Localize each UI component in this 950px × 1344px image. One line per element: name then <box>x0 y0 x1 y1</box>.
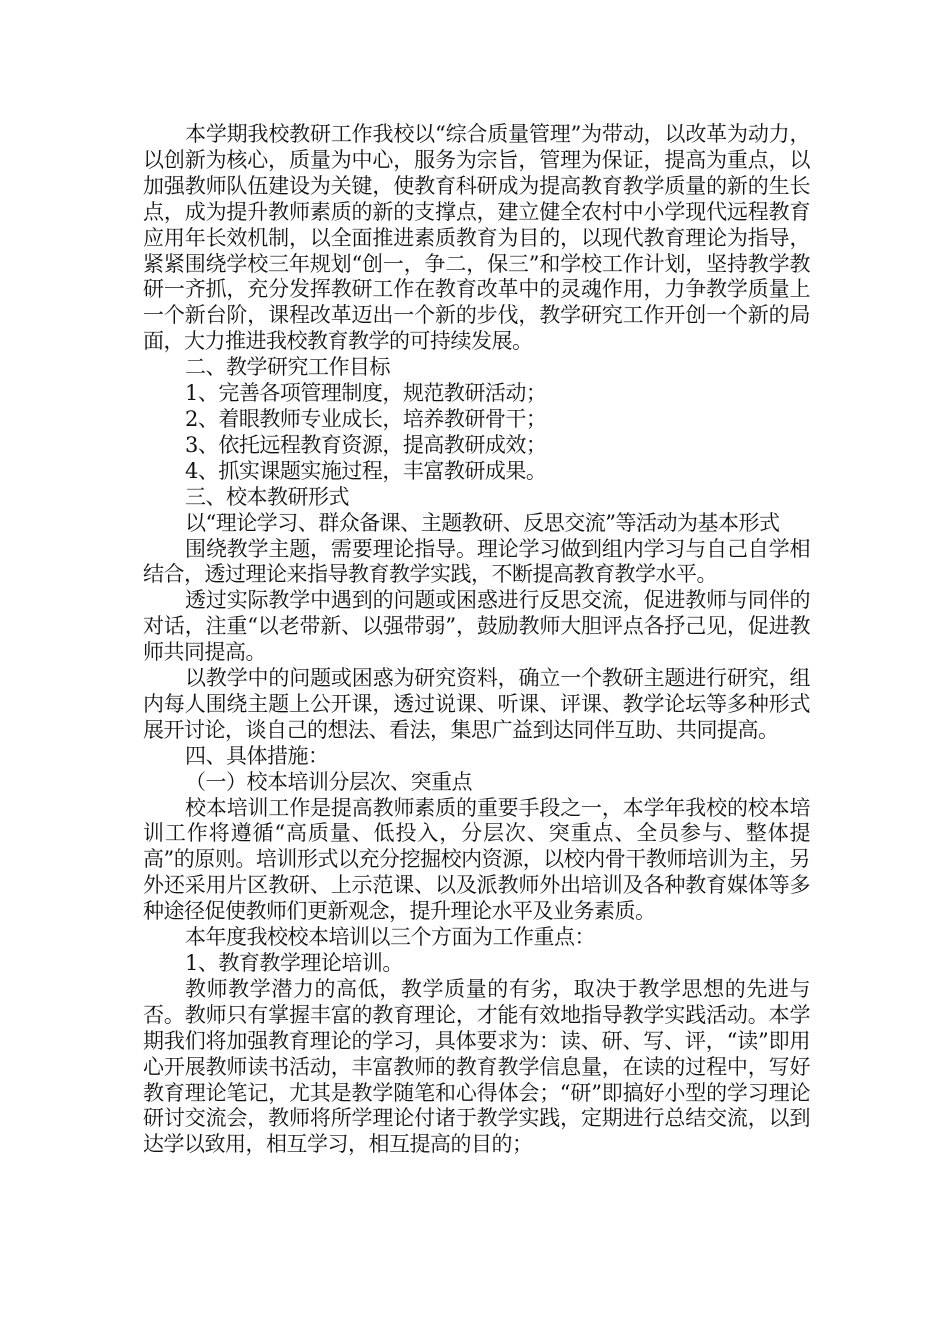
section-heading-goals: 二、教学研究工作目标 <box>185 355 390 380</box>
intro-paragraph: 本学期我校教研工作我校以“综合质量管理”为带动，以改革为动力，以创新为核心，质量为中心，服务为宗旨，管理为保证，提高为重点，以加强教师队伍建设为关键，使教育科研成为提高教育教学质量的新的生长点，成为提升教师素质的新的支撑点，建立健全农村中小学现代远程教育应用年长效机制，以全面推进素质教育为目的，以现代教育理论为指导，紧紧围绕学校三年规划“创一，争二，保三”和学校工作计划，坚持教学教研一齐抓，充分发挥教研工作在教育改革中的灵魂作用，力争教学质量上一个新台阶，课程改革迈出一个新的步伐，教学研究工作开创一个新的局面，大力推进我校教育教学的可持续发展。 <box>143 122 810 354</box>
body-paragraph: 校本培训工作是提高教师素质的重要手段之一，本学年我校的校本培训工作将遵循“高质量、低投入，分层次、突重点、全员参与、整体提高”的原则。培训形式以充分挖掘校内资源，以校内骨干教师培训为主，另外还采用片区教研、上示范课、以及派教师外出培训及各种教育媒体等多种途径促使教师们更新观念，提升理论水平及业务素质。 <box>143 795 810 924</box>
body-paragraph: 以教学中的问题或困惑为研究资料，确立一个教研主题进行研究，组内每人围绕主题上公开课，透过说课、听课、评课、教学论坛等多种形式展开讨论，谈自己的想法、看法，集思广益到达同伴互助、共同提高。 <box>143 666 810 742</box>
body-paragraph: 透过实际教学中遇到的问题或困惑进行反思交流，促进教师与同伴的对话，注重“以老带新、以强带弱”，鼓励教师大胆评点各抒己见，促进教师共同提高。 <box>143 588 810 665</box>
goal-item: 2、着眼教师专业成长，培养教研骨干； <box>185 406 547 431</box>
body-paragraph: 以“理论学习、群众备课、主题教研、反思交流”等活动为基本形式 <box>185 510 780 535</box>
document-body <box>143 122 810 1158</box>
body-paragraph: 教师教学潜力的高低，教学质量的有劣，取决于教学思想的先进与否。教师只有掌握丰富的教育理论，才能有效地指导教学实践活动。本学期我们将加强教育理论的学习，具体要求为：读、研、写、评，“读”即用心开展教师读书活动，丰富教师的教育教学信息量，在读的过程中，写好教育理论笔记，尤其是教学随笔和心得体会；“研”即搞好小型的学习理论研讨交流会，教师将所学理论付诸于教学实践，定期进行总结交流，以到达学以致用，相互学习，相互提高的目的； <box>143 976 810 1157</box>
list-item-heading: 1、教育教学理论培训。 <box>185 951 403 975</box>
goal-item: 1、完善各项管理制度，规范教研活动； <box>185 381 547 406</box>
goal-item: 3、依托远程教育资源，提高教研成效； <box>185 432 547 457</box>
goal-item: 4、抓实课题实施过程，丰富教研成果。 <box>185 458 547 483</box>
subsection-heading: （一）校本培训分层次、突重点 <box>185 769 472 794</box>
section-heading-measures: 四、具体措施： <box>185 743 329 768</box>
section-heading-forms: 三、校本教研形式 <box>185 484 349 509</box>
body-paragraph: 本年度我校校本培训以三个方面为工作重点： <box>185 925 595 950</box>
body-paragraph: 围绕教学主题，需要理论指导。理论学习做到组内学习与自己自学相结合，透过理论来指导教育教学实践，不断提高教育教学水平。 <box>143 536 810 587</box>
